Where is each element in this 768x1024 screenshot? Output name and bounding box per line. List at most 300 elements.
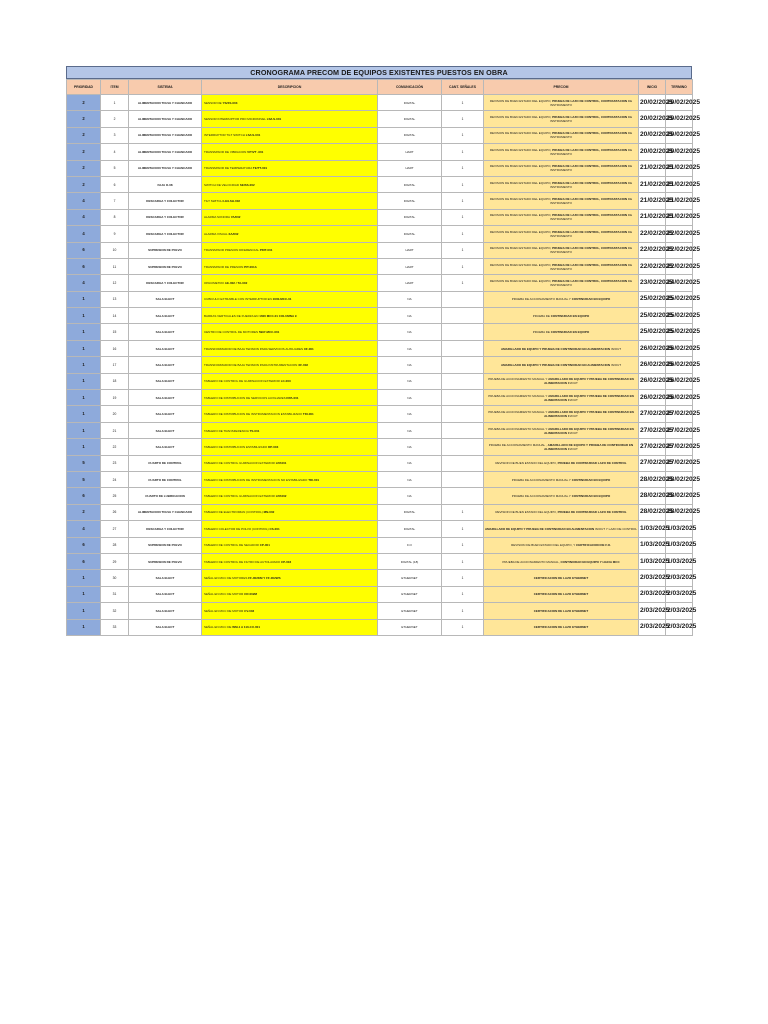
signal-count-cell: 1 bbox=[442, 144, 484, 160]
precom-cell bbox=[484, 160, 639, 176]
item-cell: 14 bbox=[101, 308, 129, 324]
description-cell bbox=[202, 586, 378, 602]
description-cell bbox=[202, 209, 378, 225]
communication-cell: NA bbox=[378, 471, 442, 487]
communication-cell: NA bbox=[378, 308, 442, 324]
description-tag: CS-001 bbox=[269, 526, 280, 531]
signal-count-cell: 1 bbox=[442, 258, 484, 274]
precom-text: REVISION DE BUEN ESTADO DEL EQUIPO, bbox=[489, 229, 553, 234]
priority-cell: 1 bbox=[67, 340, 101, 356]
signal-count-cell: 1 bbox=[442, 242, 484, 258]
description-text: TABLERO DE DISTRIBUCION DE INSTRUMENTACION ESTABILIZADO bbox=[204, 412, 303, 417]
description-text: TRANSFORMADOR DE BAJA TENSION PARA SERVICIOS AUXILIARES bbox=[204, 346, 304, 351]
description-cell bbox=[202, 406, 378, 422]
precom-suffix: DE INSTRUMENTO bbox=[550, 131, 633, 140]
precom-bold-text: AMARILLADO DE EQUIPO Y PRUEBA DE CONTINUIDAD EN ALIMENTACION bbox=[544, 393, 634, 402]
precom-cell bbox=[484, 291, 639, 307]
signal-count-cell: 1 bbox=[442, 521, 484, 537]
system-cell: SALA ELECT bbox=[129, 291, 202, 307]
description-text: TRANSMISOR DE PRESION bbox=[204, 264, 245, 269]
item-cell: 17 bbox=[101, 357, 129, 373]
precom-bold-text: PRUEBA DE LAZO DE CONTROL, CONTRASTACION bbox=[552, 246, 628, 251]
priority-cell: 4 bbox=[67, 521, 101, 537]
precom-text: REVISION DE BUEN ESTADO DEL EQUIPO, bbox=[489, 262, 553, 267]
end-date-cell: 26/02/2025 bbox=[666, 373, 693, 389]
system-cell: SALA ELECT bbox=[129, 390, 202, 406]
precom-cell bbox=[484, 111, 639, 127]
description-cell bbox=[202, 619, 378, 635]
precom-bold-text: AMARILLADO DE EQUIPO Y PRUEBA DE CONTINUIDAD EN ALIMENTACION bbox=[544, 442, 634, 451]
signal-count-cell: 1 bbox=[442, 586, 484, 602]
start-date-cell: 28/02/2025 bbox=[639, 471, 666, 487]
system-cell: CUARTO DE CONTROL bbox=[129, 471, 202, 487]
precom-suffix: DE INSTRUMENTO bbox=[550, 164, 633, 173]
precom-cell bbox=[484, 488, 639, 504]
start-date-cell: 2/03/2025 bbox=[639, 570, 666, 586]
description-cell bbox=[202, 373, 378, 389]
precom-bold-text: PRUEBA DE LAZO DE CONTROL, CONTRASTACION bbox=[552, 278, 628, 283]
description-cell bbox=[202, 439, 378, 455]
end-date-cell: 24/02/2025 bbox=[666, 275, 693, 291]
end-date-cell: 25/02/2025 bbox=[666, 291, 693, 307]
precom-suffix: IN/OUT bbox=[566, 397, 578, 402]
start-date-cell: 27/02/2025 bbox=[639, 406, 666, 422]
description-tag: YS/XS-003 bbox=[222, 100, 238, 105]
priority-cell: 1 bbox=[67, 308, 101, 324]
description-cell bbox=[202, 488, 378, 504]
communication-cell: NA bbox=[378, 324, 442, 340]
precom-bold-text: AMARILLADO DE EQUIPO Y PRUEBA DE CONTINUIDAD EN ALIMENTACION bbox=[544, 377, 634, 386]
description-cell bbox=[202, 95, 378, 111]
table-row bbox=[67, 619, 693, 635]
start-date-cell: 20/02/2025 bbox=[639, 144, 666, 160]
signal-count-cell: 1 bbox=[442, 127, 484, 143]
communication-cell: ETHERNET bbox=[378, 603, 442, 619]
end-date-cell: 1/03/2025 bbox=[666, 537, 693, 553]
system-cell: ALIMENTACION TOLVA Y CHANCADO bbox=[129, 95, 202, 111]
precom-text: PRUEBA DE ACCIONAMIENTO MANUAL Y bbox=[511, 477, 572, 482]
item-cell: 33 bbox=[101, 619, 129, 635]
precom-cell bbox=[484, 422, 639, 438]
precom-text: REVISION DE BUEN ESTADO DEL EQUIPO, bbox=[489, 115, 553, 120]
end-date-cell: 1/03/2025 bbox=[666, 521, 693, 537]
precom-cell bbox=[484, 209, 639, 225]
priority-cell: 6 bbox=[67, 242, 101, 258]
signal-count-cell: 1 bbox=[442, 275, 484, 291]
header-inicio: INICIO bbox=[639, 80, 666, 95]
description-tag: YA/002 bbox=[230, 215, 241, 220]
precom-bold-text: CERTIFICACION DE LAZO ETHERNET bbox=[533, 625, 589, 630]
description-text: TRANSMISOR DE VIBRACION bbox=[204, 149, 248, 154]
item-cell: 24 bbox=[101, 471, 129, 487]
priority-cell: 2 bbox=[67, 176, 101, 192]
communication-cell: DIGITAL bbox=[378, 127, 442, 143]
sheet-title: CRONOGRAMA PRECOM DE EQUIPOS EXISTENTES PUESTOS EN OBRA bbox=[66, 66, 692, 79]
system-cell: DESCARGA Y COLECTOR bbox=[129, 275, 202, 291]
item-cell: 6 bbox=[101, 176, 129, 192]
header-precom: PRECOM bbox=[484, 80, 639, 95]
description-text: TABLERO DE CONTROL DE SECADOR bbox=[204, 543, 260, 548]
header-row bbox=[67, 80, 693, 95]
precom-suffix: DE INSTRUMENTO bbox=[550, 98, 633, 107]
system-cell: SALA ELECT bbox=[129, 406, 202, 422]
precom-suffix: DE INSTRUMENTO bbox=[550, 147, 633, 156]
start-date-cell: 22/02/2025 bbox=[639, 258, 666, 274]
description-cell bbox=[202, 242, 378, 258]
description-tag: XA/002 bbox=[228, 231, 239, 236]
precom-cell bbox=[484, 357, 639, 373]
system-cell: DESCARGA Y COLECTOR bbox=[129, 193, 202, 209]
item-cell: 18 bbox=[101, 373, 129, 389]
precom-cell bbox=[484, 275, 639, 291]
end-date-cell: 2/03/2025 bbox=[666, 603, 693, 619]
item-cell: 25 bbox=[101, 488, 129, 504]
start-date-cell: 26/02/2025 bbox=[639, 390, 666, 406]
priority-cell: 6 bbox=[67, 258, 101, 274]
start-date-cell: 21/02/2025 bbox=[639, 209, 666, 225]
precom-bold-text: PRUEBA DE CONTINUIDAD LAZO DE CONTROL bbox=[557, 510, 627, 515]
description-cell bbox=[202, 176, 378, 192]
item-cell: 12 bbox=[101, 275, 129, 291]
start-date-cell: 26/02/2025 bbox=[639, 357, 666, 373]
start-date-cell: 1/03/2025 bbox=[639, 537, 666, 553]
priority-cell: 2 bbox=[67, 144, 101, 160]
description-text: ALARMA SONORA bbox=[204, 215, 231, 220]
start-date-cell: 20/02/2025 bbox=[639, 127, 666, 143]
description-cell bbox=[202, 422, 378, 438]
precom-text: PRUEBA DE bbox=[532, 330, 551, 335]
end-date-cell: 27/02/2025 bbox=[666, 406, 693, 422]
end-date-cell: 21/02/2025 bbox=[666, 209, 693, 225]
precom-cell bbox=[484, 619, 639, 635]
signal-count-cell: 1 bbox=[442, 193, 484, 209]
precom-cell bbox=[484, 258, 639, 274]
header-item: ITEM bbox=[101, 80, 129, 95]
precom-cell bbox=[484, 308, 639, 324]
description-text: TABLERO DE DISTRIBUCION DE INSTRUMENTACION NO ESTABILIZADO bbox=[204, 477, 309, 482]
item-cell: 28 bbox=[101, 537, 129, 553]
signal-count-cell: 1 bbox=[442, 619, 484, 635]
precom-bold-text: PRUEBA DE LAZO DE CONTROL, CONTRASTACION bbox=[552, 164, 628, 169]
description-cell bbox=[202, 226, 378, 242]
precom-text: PRUEBA DE ACCIONAMIENTO MANUAL Y bbox=[488, 426, 549, 431]
table-row bbox=[67, 226, 693, 242]
precom-bold-text: CERTIFICACION DE F.O. bbox=[576, 543, 611, 548]
item-cell: 30 bbox=[101, 570, 129, 586]
description-cell bbox=[202, 324, 378, 340]
system-cell: SUPRESION DE POLVO bbox=[129, 258, 202, 274]
end-date-cell: 27/02/2025 bbox=[666, 422, 693, 438]
description-cell bbox=[202, 357, 378, 373]
signal-count-cell: 1 bbox=[442, 553, 484, 569]
end-date-cell: 1/03/2025 bbox=[666, 553, 693, 569]
end-date-cell: 20/02/2025 bbox=[666, 111, 693, 127]
precom-cell bbox=[484, 226, 639, 242]
description-tag: FF-002KM Y FF-002WS bbox=[248, 576, 281, 581]
communication-cell: NA bbox=[378, 422, 442, 438]
description-cell bbox=[202, 537, 378, 553]
start-date-cell: 26/02/2025 bbox=[639, 373, 666, 389]
priority-cell: 5 bbox=[67, 455, 101, 471]
table-row bbox=[67, 537, 693, 553]
description-tag: CV-003 bbox=[244, 608, 255, 613]
description-cell bbox=[202, 127, 378, 143]
description-cell bbox=[202, 553, 378, 569]
precom-bold-text: CONTINUIDAD EN EQUIPO bbox=[571, 477, 611, 482]
description-text: TABLERO DE CONTROL DE FILTRO DE AUTOLAVADO bbox=[204, 559, 281, 564]
table-row bbox=[67, 455, 693, 471]
signal-count-cell: 1 bbox=[442, 504, 484, 520]
communication-cell: DIGITAL bbox=[378, 176, 442, 192]
header-comunicacion: COMUNICACIÓN bbox=[378, 80, 442, 95]
signal-count-cell bbox=[442, 406, 484, 422]
description-text: TRANSMISOR PRESION DIFERENCIAL bbox=[204, 248, 260, 253]
table-row bbox=[67, 504, 693, 520]
header-termino: TERMINO bbox=[666, 80, 693, 95]
description-cell bbox=[202, 504, 378, 520]
signal-count-cell: 1 bbox=[442, 111, 484, 127]
precom-suffix: IN/OUT bbox=[566, 414, 578, 419]
end-date-cell: 2/03/2025 bbox=[666, 619, 693, 635]
table-row bbox=[67, 570, 693, 586]
signal-count-cell bbox=[442, 390, 484, 406]
description-cell bbox=[202, 193, 378, 209]
description-text: SENSOR DE bbox=[204, 100, 223, 105]
priority-cell: 6 bbox=[67, 553, 101, 569]
header-cant-senales: CANT. SEÑALES bbox=[442, 80, 484, 95]
precom-suffix: IN/OUT Y LAZO DE CONTROL bbox=[594, 526, 637, 531]
signal-count-cell: 1 bbox=[442, 570, 484, 586]
system-cell: SALA ELECT bbox=[129, 357, 202, 373]
system-cell: SALA ELECT bbox=[129, 619, 202, 635]
signal-count-cell bbox=[442, 373, 484, 389]
description-text: SEÑAL EN MCC DE MOTOR bbox=[204, 592, 245, 597]
priority-cell: 4 bbox=[67, 226, 101, 242]
precom-bold-text: AMARILLADO DE EQUIPO Y PRUEBA DE CONTINUIDAD EN ALIMENTACION bbox=[544, 426, 634, 435]
start-date-cell: 20/02/2025 bbox=[639, 95, 666, 111]
precom-bold-text: CONTINUIDAD EN EQUIPO bbox=[571, 494, 611, 499]
table-row bbox=[67, 390, 693, 406]
precom-cell bbox=[484, 193, 639, 209]
description-text: TABLERO DE TRANSFERENCIA bbox=[204, 428, 250, 433]
signal-count-cell bbox=[442, 471, 484, 487]
precom-text: REVISION DE BUEN ESTADO DEL EQUIPO, bbox=[489, 246, 553, 251]
description-cell bbox=[202, 570, 378, 586]
precom-cell bbox=[484, 439, 639, 455]
start-date-cell: 22/02/2025 bbox=[639, 242, 666, 258]
table-row bbox=[67, 291, 693, 307]
start-date-cell: 21/02/2025 bbox=[639, 160, 666, 176]
priority-cell: 4 bbox=[67, 209, 101, 225]
table-row bbox=[67, 275, 693, 291]
precom-suffix: IN/OUT bbox=[610, 346, 622, 351]
precom-cell bbox=[484, 603, 639, 619]
system-cell: FAJA O-08 bbox=[129, 176, 202, 192]
priority-cell: 1 bbox=[67, 291, 101, 307]
signal-count-cell: 1 bbox=[442, 537, 484, 553]
priority-cell: 5 bbox=[67, 471, 101, 487]
precom-cell bbox=[484, 144, 639, 160]
signal-count-cell: 1 bbox=[442, 226, 484, 242]
system-cell: SALA ELECT bbox=[129, 570, 202, 586]
table-row bbox=[67, 144, 693, 160]
item-cell: 23 bbox=[101, 455, 129, 471]
table-row bbox=[67, 406, 693, 422]
precom-bold-text: CERTIFICACION DE LAZO ETHERNET bbox=[533, 592, 589, 597]
item-cell: 2 bbox=[101, 111, 129, 127]
table-row bbox=[67, 340, 693, 356]
item-cell: 4 bbox=[101, 144, 129, 160]
priority-cell: 1 bbox=[67, 586, 101, 602]
priority-cell: 1 bbox=[67, 373, 101, 389]
item-cell: 27 bbox=[101, 521, 129, 537]
system-cell: SALA ELECT bbox=[129, 586, 202, 602]
system-cell: ALIMENTACION TOLVA Y CHANCADO bbox=[129, 160, 202, 176]
item-cell: 1 bbox=[101, 95, 129, 111]
description-tag: LS/LS-001 bbox=[245, 133, 261, 138]
description-cell bbox=[202, 144, 378, 160]
start-date-cell: 25/02/2025 bbox=[639, 324, 666, 340]
signal-count-cell bbox=[442, 308, 484, 324]
signal-count-cell bbox=[442, 324, 484, 340]
precom-bold-text: PRUEBA DE CONTINUIDAD LAZO DE CONTROL bbox=[557, 461, 627, 466]
precom-text: PRUEBA DE ACCIONAMIENTO MANUAL Y bbox=[488, 377, 549, 382]
system-cell: SALA ELECT bbox=[129, 603, 202, 619]
communication-cell: DIGITAL bbox=[378, 111, 442, 127]
signal-count-cell: 1 bbox=[442, 209, 484, 225]
priority-cell: 1 bbox=[67, 619, 101, 635]
description-tag: DPA-001 bbox=[286, 395, 299, 400]
system-cell: SALA ELECT bbox=[129, 308, 202, 324]
signal-count-cell bbox=[442, 357, 484, 373]
end-date-cell: 2/03/2025 bbox=[666, 586, 693, 602]
precom-text: REVISION DE BUEN ESTADO DEL EQUIPO, bbox=[489, 164, 553, 169]
precom-text: PRUEBA DE ACCIONAMIENTO MANUAL, bbox=[502, 559, 561, 564]
precom-text: REVISION DE BUEN ESTADO DEL EQUIPO, bbox=[495, 510, 558, 515]
precom-text: REVISION DE BUEN ESTADO DEL EQUIPO, bbox=[489, 180, 553, 185]
end-date-cell: 22/02/2025 bbox=[666, 258, 693, 274]
table-row bbox=[67, 111, 693, 127]
priority-cell: 1 bbox=[67, 406, 101, 422]
table-row bbox=[67, 553, 693, 569]
communication-cell: NA bbox=[378, 488, 442, 504]
precom-text: PRUEBA DE ACCIONAMIENTO MANUAL Y bbox=[511, 494, 572, 499]
signal-count-cell: 1 bbox=[442, 176, 484, 192]
precom-bold-text: AMARILLADO DE EQUIPO Y PRUEBA DE CONTINUIDAD EN ALIMENTACION bbox=[500, 362, 611, 367]
description-cell bbox=[202, 308, 378, 324]
precom-text: REVISION DE BUEN ESTADO DEL EQUIPO, bbox=[489, 131, 553, 136]
precom-cell bbox=[484, 504, 639, 520]
signal-count-cell bbox=[442, 488, 484, 504]
table-row bbox=[67, 521, 693, 537]
description-cell bbox=[202, 390, 378, 406]
system-cell: ALIMENTACION TOLVA Y CHANCADO bbox=[129, 144, 202, 160]
description-tag: PDIT-001 bbox=[259, 248, 273, 253]
description-tag: LC-003 bbox=[280, 379, 291, 384]
description-text: TABLERO DE ELECTROIMAN (CONTROL) bbox=[204, 510, 264, 515]
precom-bold-text: PRUEBA DE LAZO DE CONTROL, CONTRASTACION bbox=[552, 197, 628, 202]
precom-cell bbox=[484, 127, 639, 143]
precom-text: REVISION DE BUEN ESTADO DEL EQUIPO, bbox=[489, 213, 553, 218]
precom-suffix: IN/OUT bbox=[610, 362, 622, 367]
communication-cell: HART bbox=[378, 275, 442, 291]
communication-cell: NA bbox=[378, 357, 442, 373]
signal-count-cell: 1 bbox=[442, 160, 484, 176]
priority-cell: 2 bbox=[67, 504, 101, 520]
priority-cell: 1 bbox=[67, 603, 101, 619]
priority-cell: 1 bbox=[67, 570, 101, 586]
start-date-cell: 2/03/2025 bbox=[639, 603, 666, 619]
table-row bbox=[67, 193, 693, 209]
communication-cell: DIGITAL bbox=[378, 209, 442, 225]
communication-cell: ETHERNET bbox=[378, 586, 442, 602]
precom-text: REVISION DE BUEN ESTADO DEL EQUIPO, bbox=[489, 197, 553, 202]
start-date-cell: 1/03/2025 bbox=[639, 521, 666, 537]
description-text: SWITCH DE VELOCIDAD bbox=[204, 182, 240, 187]
description-tag: MN-002 bbox=[263, 510, 275, 515]
system-cell: SALA ELECT bbox=[129, 373, 202, 389]
description-cell bbox=[202, 291, 378, 307]
start-date-cell: 21/02/2025 bbox=[639, 176, 666, 192]
precom-text: PRUEBA DE ACCIONAMIENTO MANUAL , bbox=[488, 442, 548, 447]
description-text: SENSOR INTERRUPTOR PRO MICRONIVEL bbox=[204, 117, 267, 122]
description-tag: LPA002 bbox=[275, 494, 287, 499]
end-date-cell: 2/03/2025 bbox=[666, 570, 693, 586]
communication-cell: HART bbox=[378, 258, 442, 274]
start-date-cell: 25/02/2025 bbox=[639, 291, 666, 307]
description-tag: SE/SS-002 bbox=[239, 182, 255, 187]
table-row bbox=[67, 488, 693, 504]
description-text: TRANSMISOR DE TEMPERATURA bbox=[204, 166, 253, 171]
description-tag: LPA001 bbox=[275, 461, 287, 466]
end-date-cell: 27/02/2025 bbox=[666, 455, 693, 471]
signal-count-cell: 1 bbox=[442, 95, 484, 111]
table-row bbox=[67, 95, 693, 111]
start-date-cell: 27/02/2025 bbox=[639, 422, 666, 438]
system-cell: DESCARGA Y COLECTOR bbox=[129, 521, 202, 537]
precom-bold-text: AMARILLADO DE EQUIPO Y PRUEBA DE CONTINUIDAD EN ALIMENTACION bbox=[544, 410, 634, 419]
precom-bold-text: PRUEBA DE LAZO DE CONTROL, CONTRASTACION bbox=[552, 229, 628, 234]
precom-bold-text: PRUEBA DE LAZO DE CONTROL, CONTRASTACION bbox=[552, 131, 628, 136]
communication-cell: NA bbox=[378, 390, 442, 406]
precom-cell bbox=[484, 471, 639, 487]
start-date-cell: 27/02/2025 bbox=[639, 455, 666, 471]
precom-text: PRUEBA DE ACCIONAMIENTO MANUAL Y bbox=[511, 297, 572, 302]
communication-cell: DIGITAL bbox=[378, 521, 442, 537]
table-row bbox=[67, 127, 693, 143]
end-date-cell: 27/02/2025 bbox=[666, 439, 693, 455]
table-row bbox=[67, 258, 693, 274]
priority-cell: 1 bbox=[67, 439, 101, 455]
system-cell: SUPRESION DE POLVO bbox=[129, 537, 202, 553]
precom-cell bbox=[484, 586, 639, 602]
signal-count-cell bbox=[442, 455, 484, 471]
description-text: TABLERO DE CONTROL ILUMINACION EXTERIOR bbox=[204, 461, 276, 466]
description-text: TILT SWITCH bbox=[204, 199, 224, 204]
signal-count-cell bbox=[442, 340, 484, 356]
priority-cell: 2 bbox=[67, 111, 101, 127]
precom-text: REVISION DE BUEN ESTADO DEL EQUIPO, bbox=[489, 278, 553, 283]
description-tag: WM-1 A 110-CU-001 bbox=[232, 625, 261, 630]
description-tag: 1600 MCC-01 COLUMNA 9 bbox=[259, 313, 297, 318]
communication-cell: NA bbox=[378, 439, 442, 455]
precom-suffix: IN/OUT bbox=[566, 430, 578, 435]
priority-cell: 2 bbox=[67, 95, 101, 111]
precom-bold-text: CERTIFICACION DE LAZO ETHERNET bbox=[533, 608, 589, 613]
schedule-table bbox=[66, 79, 701, 636]
system-cell: SUPRESION DE POLVO bbox=[129, 242, 202, 258]
item-cell: 20 bbox=[101, 406, 129, 422]
